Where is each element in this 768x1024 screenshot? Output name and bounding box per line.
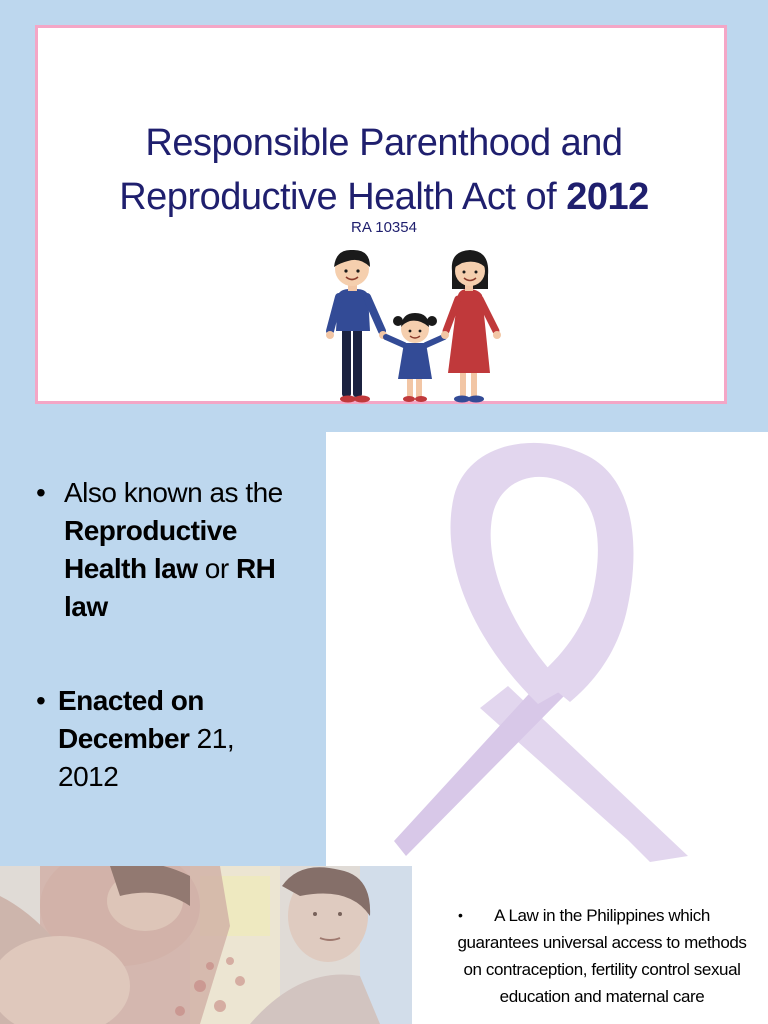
bullet-dot: •	[36, 685, 46, 716]
bullet2-date: 21, 2012	[58, 723, 235, 792]
bullet1-text-1: Also known as the	[64, 477, 283, 508]
bullet1-bold-1: Reproductive Health law	[64, 515, 237, 584]
child-figure	[386, 313, 444, 402]
bullet-dot: •	[36, 477, 46, 508]
definition-slide	[0, 866, 768, 1024]
mother-figure	[441, 250, 501, 403]
awareness-ribbon-icon	[388, 436, 698, 866]
bullet2-bold: Enacted on December	[58, 685, 204, 754]
bullet-dot: •	[458, 907, 463, 923]
father-figure	[326, 250, 387, 403]
bullet1-bold-2: RH law	[64, 553, 276, 622]
title-line-2: Reproductive Health Act of	[119, 176, 567, 218]
bullet-enacted-on	[36, 682, 296, 796]
slide-title	[38, 116, 730, 224]
bullet1-text-2: or	[197, 553, 236, 584]
title-card	[35, 25, 727, 404]
bullet-panel	[0, 432, 326, 866]
title-slide	[0, 0, 768, 432]
family-illustration	[290, 245, 510, 407]
slide-subtitle: RA 10354	[351, 219, 417, 236]
title-year: 2012	[566, 176, 649, 218]
info-slide	[0, 432, 768, 866]
definition-text: A Law in the Philippines which guarantees universal access to methods on contraception, fertility control sexual education and maternal care	[457, 906, 747, 1006]
mother-and-child-photo	[0, 866, 412, 1024]
bullet-also-known-as	[36, 474, 296, 626]
definition-bullet	[452, 902, 752, 1010]
title-line-1: Responsible Parenthood and	[145, 122, 623, 164]
